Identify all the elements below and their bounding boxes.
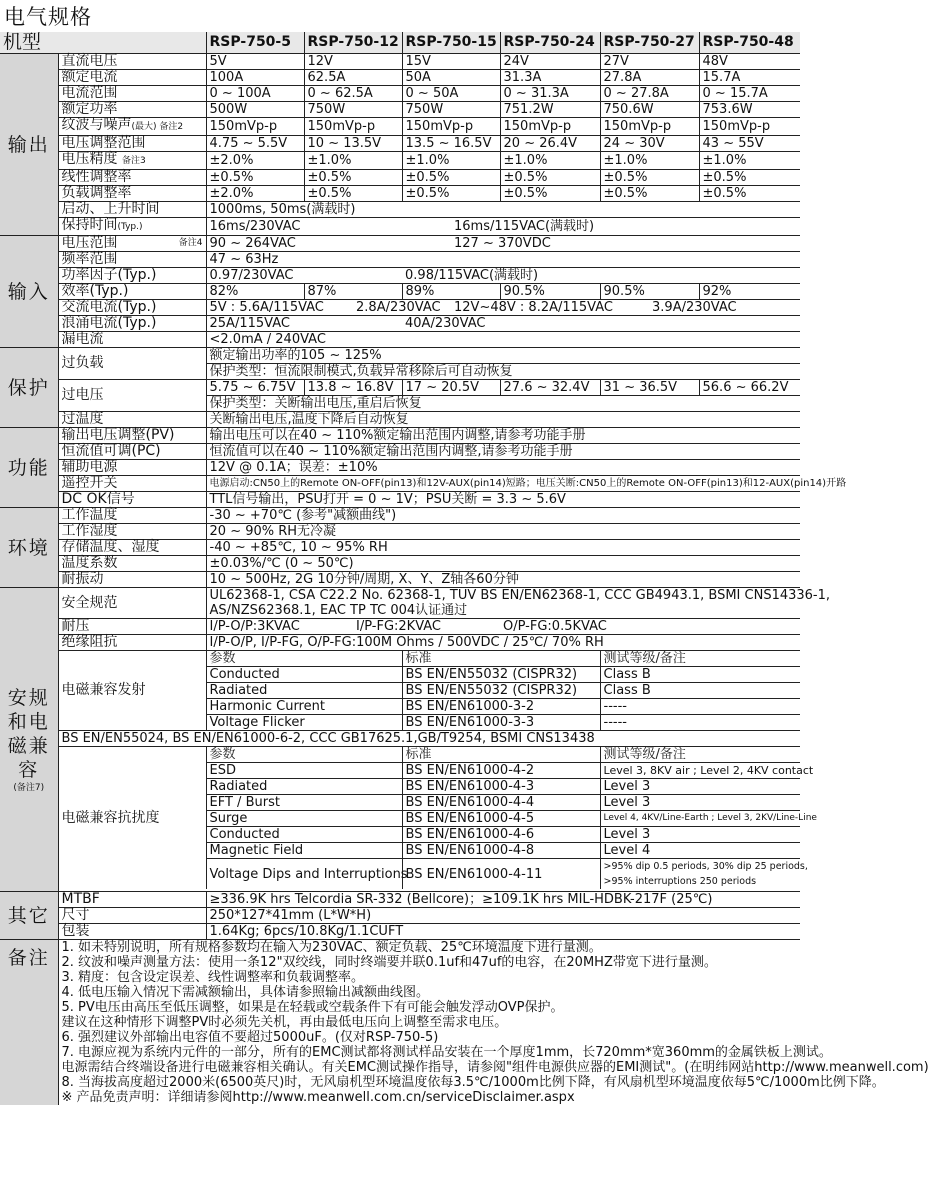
model-row bbox=[0, 32, 800, 54]
category-environment: 环境 bbox=[0, 508, 58, 588]
emc-immunity-standards: BS EN/EN55024, BS EN/EN61000-6-2, CCC GB17625.1,GB/T9254, BSMI CNS13438 bbox=[58, 731, 800, 747]
emc-header-cell: 参数 bbox=[206, 651, 402, 667]
emc-cell: Radiated bbox=[206, 779, 402, 795]
notes-row bbox=[0, 940, 800, 1106]
value-cell: 保护类型：关断输出电压,重启后恢复 bbox=[206, 396, 800, 412]
value-cell: 0 ~ 62.5A bbox=[304, 86, 402, 102]
value-cell: 12V~48V : 8.2A/115VAC bbox=[451, 300, 649, 316]
model-name: RSP-750-15 bbox=[402, 32, 500, 54]
value-cell: 12V bbox=[304, 54, 402, 70]
spec-row bbox=[0, 102, 800, 118]
emc-cell: Voltage Dips and Interruptions bbox=[206, 859, 402, 890]
spec-row bbox=[0, 492, 800, 508]
value-cell: 150mVp-p bbox=[600, 118, 699, 136]
spec-table bbox=[0, 31, 929, 1105]
spec-row bbox=[0, 348, 800, 364]
value-cell: O/P-FG:0.5KVAC bbox=[500, 619, 800, 635]
row-label-note: (Typ.) bbox=[117, 299, 157, 315]
note-line: ※ 产品免责声明：详细请参阅http://www.meanwell.com.cn/serviceDisclaimer.aspx bbox=[61, 1090, 575, 1105]
spec-row bbox=[0, 924, 800, 940]
row-label-note: (Typ.) bbox=[117, 315, 157, 331]
value-cell: ±1.0% bbox=[699, 152, 800, 170]
value-cell: ±0.5% bbox=[304, 186, 402, 202]
spec-row bbox=[0, 54, 800, 70]
value-cell: 56.6 ~ 66.2V bbox=[699, 380, 800, 396]
row-label: 额定电流 bbox=[58, 70, 206, 86]
row-label bbox=[58, 316, 206, 332]
value-cell: 0 ~ 31.3A bbox=[500, 86, 600, 102]
spec-row bbox=[0, 556, 800, 572]
spec-row bbox=[0, 508, 800, 524]
emc-row bbox=[0, 731, 800, 747]
emc-header-cell: 测试等级/备注 bbox=[600, 747, 800, 763]
emc-cell: Harmonic Current bbox=[206, 699, 402, 715]
value-cell: 27.6 ~ 32.4V bbox=[500, 380, 600, 396]
value-cell: 4.75 ~ 5.5V bbox=[206, 136, 304, 152]
value-cell: I/P-O/P:3KVAC bbox=[206, 619, 353, 635]
row-label-text: 保持时间 bbox=[61, 217, 118, 233]
value-cell: 15V bbox=[402, 54, 500, 70]
spec-row bbox=[0, 136, 800, 152]
value-cell: ±1.0% bbox=[304, 152, 402, 170]
spec-row bbox=[0, 476, 800, 492]
emc-cell: Class B bbox=[600, 683, 800, 699]
row-label-note: (Typ.) bbox=[117, 222, 143, 232]
model-name: RSP-750-48 bbox=[699, 32, 800, 54]
spec-row bbox=[0, 316, 800, 332]
emc-cell: BS EN/EN61000-3-2 bbox=[402, 699, 600, 715]
row-label-note: (最大) 备注2 bbox=[131, 122, 184, 132]
spec-row bbox=[0, 588, 800, 604]
model-name: RSP-750-24 bbox=[500, 32, 600, 54]
emc-header-cell: 标准 bbox=[402, 651, 600, 667]
row-label-note: (PV) bbox=[145, 427, 175, 443]
row-label-text: 恒流值可调 bbox=[61, 443, 132, 459]
category-input: 输入 bbox=[0, 236, 58, 348]
value-cell: 16ms/115VAC(满载时) bbox=[451, 218, 800, 236]
emc-header-cell: 标准 bbox=[402, 747, 600, 763]
value-cell: 保护类型：恒流限制模式,负载异常移除后可自动恢复 bbox=[206, 364, 800, 380]
row-label-note: 备注3 bbox=[121, 156, 146, 166]
category-notes: 备注 bbox=[0, 940, 58, 1106]
note-line: 3. 精度：包含设定误差、线性调整率和负载调整率。 bbox=[61, 970, 365, 985]
spec-row bbox=[0, 908, 800, 924]
page-title: 电气规格 bbox=[4, 5, 92, 29]
value-cell: 27.8A bbox=[600, 70, 699, 86]
emc-cell: >95% dip 0.5 periods, 30% dip 25 periods, bbox=[600, 859, 800, 875]
value-cell: 753.6W bbox=[699, 102, 800, 118]
value-cell: ±0.5% bbox=[206, 170, 304, 186]
value-cell: 27V bbox=[600, 54, 699, 70]
value-cell: -40 ~ +85℃, 10 ~ 95% RH bbox=[206, 540, 800, 556]
row-label: 耐压 bbox=[58, 619, 206, 635]
value-cell: 47 ~ 63Hz bbox=[206, 252, 800, 268]
spec-row bbox=[0, 635, 800, 651]
spec-row bbox=[0, 284, 800, 300]
row-label-note: (PC) bbox=[131, 443, 161, 459]
row-label: DC OK信号 bbox=[58, 492, 206, 508]
value-cell: ±0.5% bbox=[402, 186, 500, 202]
emc-cell: BS EN/EN61000-4-4 bbox=[402, 795, 600, 811]
row-label bbox=[58, 118, 206, 136]
value-cell: 5V bbox=[206, 54, 304, 70]
value-cell: 250*127*41mm (L*W*H) bbox=[206, 908, 800, 924]
emc-cell: Class B bbox=[600, 667, 800, 683]
row-label: 工作温度 bbox=[58, 508, 206, 524]
emc-cell: BS EN/EN61000-4-8 bbox=[402, 843, 600, 859]
row-label: 安全规范 bbox=[58, 588, 206, 619]
value-cell: 150mVp-p bbox=[402, 118, 500, 136]
row-label: 包装 bbox=[58, 924, 206, 940]
emc-header-row bbox=[0, 747, 800, 763]
value-cell: ±0.5% bbox=[600, 170, 699, 186]
row-label: 直流电压 bbox=[58, 54, 206, 70]
value-cell: 150mVp-p bbox=[500, 118, 600, 136]
model-name: RSP-750-12 bbox=[304, 32, 402, 54]
value-cell: 20 ~ 26.4V bbox=[500, 136, 600, 152]
value-cell: ±1.0% bbox=[600, 152, 699, 170]
spec-row bbox=[0, 252, 800, 268]
value-cell: ±0.03%/℃ (0 ~ 50℃) bbox=[206, 556, 800, 572]
value-cell: 750W bbox=[402, 102, 500, 118]
row-label: 线性调整率 bbox=[58, 170, 206, 186]
value-cell: ±0.5% bbox=[304, 170, 402, 186]
value-cell: 15.7A bbox=[699, 70, 800, 86]
row-label bbox=[58, 428, 206, 444]
spec-row bbox=[0, 300, 800, 316]
spec-row bbox=[0, 524, 800, 540]
value-cell: 750.6W bbox=[600, 102, 699, 118]
value-cell: 127 ~ 370VDC bbox=[451, 236, 800, 252]
spec-row bbox=[0, 236, 800, 252]
row-label: 耐振动 bbox=[58, 572, 206, 588]
value-cell: 90 ~ 264VAC bbox=[206, 236, 451, 252]
value-cell: 13.5 ~ 16.5V bbox=[402, 136, 500, 152]
value-cell: 82% bbox=[206, 284, 304, 300]
spec-row bbox=[0, 619, 800, 635]
category-note: (备注7) bbox=[13, 782, 45, 793]
row-label: 过负载 bbox=[58, 348, 206, 380]
value-cell: 0.98/115VAC(满载时) bbox=[402, 268, 800, 284]
row-label-text: 电压精度 bbox=[61, 151, 118, 167]
row-label-note: (Typ.) bbox=[117, 267, 157, 283]
row-label bbox=[58, 218, 206, 236]
emc-header-cell: 参数 bbox=[206, 747, 402, 763]
value-cell: 0 ~ 27.8A bbox=[600, 86, 699, 102]
emc-cell: Level 3 bbox=[600, 779, 800, 795]
spec-row bbox=[0, 70, 800, 86]
spec-row bbox=[0, 444, 800, 460]
emc-cell: BS EN/EN55032 (CISPR32) bbox=[402, 683, 600, 699]
row-label: MTBF bbox=[58, 892, 206, 908]
model-name: RSP-750-5 bbox=[206, 32, 304, 54]
value-cell: 100A bbox=[206, 70, 304, 86]
category-function: 功能 bbox=[0, 428, 58, 508]
value-cell: 5.75 ~ 6.75V bbox=[206, 380, 304, 396]
value-cell: 25A/115VAC bbox=[206, 316, 402, 332]
row-label: 启动、上升时间 bbox=[58, 202, 206, 218]
value-cell: 24V bbox=[500, 54, 600, 70]
row-label: 辅助电源 bbox=[58, 460, 206, 476]
value-cell: ±2.0% bbox=[206, 186, 304, 202]
value-cell: 89% bbox=[402, 284, 500, 300]
note-line: 1. 如未特别说明，所有规格参数均在输入为230VAC、额定负载、25℃环境温度下进行量测。 bbox=[61, 940, 602, 955]
spec-row bbox=[0, 152, 800, 170]
emc-cell: EFT / Burst bbox=[206, 795, 402, 811]
note-line: 6. 强烈建议外部输出电容值不要超过5000uF。(仅对RSP-750-5) bbox=[61, 1030, 439, 1045]
value-cell: <2.0mA / 240VAC bbox=[206, 332, 800, 348]
row-label: 温度系数 bbox=[58, 556, 206, 572]
value-cell: 150mVp-p bbox=[699, 118, 800, 136]
value-cell: I/P-O/P, I/P-FG, O/P-FG:100M Ohms / 500VDC / 25℃/ 70% RH bbox=[206, 635, 800, 651]
category-others: 其它 bbox=[0, 892, 58, 940]
spec-row bbox=[0, 572, 800, 588]
value-cell: 10 ~ 13.5V bbox=[304, 136, 402, 152]
row-label: 电压调整范围 bbox=[58, 136, 206, 152]
emc-cell: BS EN/EN61000-4-2 bbox=[402, 763, 600, 779]
emc-cell: Radiated bbox=[206, 683, 402, 699]
row-label: 电流范围 bbox=[58, 86, 206, 102]
row-label: 尺寸 bbox=[58, 908, 206, 924]
category-protection: 保护 bbox=[0, 348, 58, 428]
emc-cell: Conducted bbox=[206, 827, 402, 843]
row-label-text: 浪涌电流 bbox=[61, 315, 118, 331]
row-label-text: 纹波与噪声 bbox=[61, 117, 132, 133]
value-cell: 92% bbox=[699, 284, 800, 300]
model-label: 机型 bbox=[0, 32, 206, 54]
value-cell: ±1.0% bbox=[500, 152, 600, 170]
row-label-text: 电压范围 bbox=[61, 235, 118, 251]
emc-cell: BS EN/EN55032 (CISPR32) bbox=[402, 667, 600, 683]
row-label: 工作湿度 bbox=[58, 524, 206, 540]
value-cell: 16ms/230VAC bbox=[206, 218, 451, 236]
value-cell: UL62368-1, CSA C22.2 No. 62368-1, TUV BS EN/EN62368-1, CCC GB4943.1, BSMI CNS14336-1, bbox=[206, 588, 800, 604]
value-cell: ±0.5% bbox=[699, 186, 800, 202]
value-cell: AS/NZS62368.1, EAC TP TC 004认证通过 bbox=[206, 603, 800, 619]
spec-sheet bbox=[0, 31, 929, 1105]
row-label: 遥控开关 bbox=[58, 476, 206, 492]
value-cell: 150mVp-p bbox=[206, 118, 304, 136]
row-label-text: 交流电流 bbox=[61, 299, 118, 315]
value-cell: 87% bbox=[304, 284, 402, 300]
value-cell: ±0.5% bbox=[500, 186, 600, 202]
value-cell: TTL信号输出，PSU打开 = 0 ~ 1V；PSU关断 = 3.3 ~ 5.6V bbox=[206, 492, 800, 508]
spec-row bbox=[0, 380, 800, 396]
value-cell: 关断输出电压,温度下降后自动恢复 bbox=[206, 412, 800, 428]
value-cell: 750W bbox=[304, 102, 402, 118]
value-cell: 31 ~ 36.5V bbox=[600, 380, 699, 396]
emc-cell: Level 3 bbox=[600, 795, 800, 811]
category-output: 输出 bbox=[0, 54, 58, 236]
value-cell: 500W bbox=[206, 102, 304, 118]
value-cell: 43 ~ 55V bbox=[699, 136, 800, 152]
value-cell: 额定输出功率的105 ~ 125% bbox=[206, 348, 800, 364]
value-cell: 50A bbox=[402, 70, 500, 86]
row-label bbox=[58, 268, 206, 284]
value-cell: 恒流值可以在40 ~ 110%额定输出范围内调整,请参考功能手册 bbox=[206, 444, 800, 460]
row-label-note: (Typ.) bbox=[89, 283, 129, 299]
emc-header-row bbox=[0, 651, 800, 667]
value-cell: I/P-FG:2KVAC bbox=[353, 619, 500, 635]
value-cell: 62.5A bbox=[304, 70, 402, 86]
spec-row bbox=[0, 118, 800, 136]
value-cell: 0.97/230VAC bbox=[206, 268, 402, 284]
value-cell: ±1.0% bbox=[402, 152, 500, 170]
spec-row bbox=[0, 202, 800, 218]
note-line: 8. 当海拔高度超过2000米(6500英尺)时，无风扇机型环境温度依每3.5℃/1000m比例下降，有风扇机型环境温度依每5℃/1000m比例下降。 bbox=[61, 1075, 885, 1090]
emc-cell: Conducted bbox=[206, 667, 402, 683]
value-cell: 24 ~ 30V bbox=[600, 136, 699, 152]
row-label: 存储温度、湿度 bbox=[58, 540, 206, 556]
value-cell: 90.5% bbox=[500, 284, 600, 300]
row-label bbox=[58, 444, 206, 460]
row-label: 频率范围 bbox=[58, 252, 206, 268]
value-cell: ±2.0% bbox=[206, 152, 304, 170]
emc-cell: Level 3 bbox=[600, 827, 800, 843]
row-label-text: 功率因子 bbox=[61, 267, 118, 283]
row-label bbox=[58, 152, 206, 170]
row-label: 过电压 bbox=[58, 380, 206, 412]
emc-cell: Level 4 bbox=[600, 843, 800, 859]
category-text: 安规和电磁兼容 bbox=[7, 686, 50, 781]
emc-cell: ----- bbox=[600, 699, 800, 715]
note-line: 5. PV电压由高压至低压调整，如果是在轻载或空载条件下有可能会触发浮动OVP保护。 bbox=[61, 1000, 564, 1015]
note-line: 4. 低电压输入情况下需减额输出，具体请参照输出减额曲线图。 bbox=[61, 985, 430, 1000]
row-label bbox=[58, 300, 206, 316]
value-cell: 0 ~ 100A bbox=[206, 86, 304, 102]
spec-row bbox=[0, 892, 800, 908]
value-cell: 13.8 ~ 16.8V bbox=[304, 380, 402, 396]
value-cell: 40A/230VAC bbox=[402, 316, 800, 332]
value-cell: 150mVp-p bbox=[304, 118, 402, 136]
category-safety-emc bbox=[0, 588, 58, 892]
row-label: 负载调整率 bbox=[58, 186, 206, 202]
note-line: 2. 纹波和噪声测量方法：使用一条12"双绞线，同时终端要并联0.1uf和47uf的电容，在20MHZ带宽下进行量测。 bbox=[61, 955, 717, 970]
emc-cell: BS EN/EN61000-4-11 bbox=[402, 859, 600, 890]
emc-cell: ----- bbox=[600, 715, 800, 731]
row-label bbox=[58, 236, 206, 252]
emc-cell: Surge bbox=[206, 811, 402, 827]
row-label-text: 输出电压调整 bbox=[61, 427, 146, 443]
row-label: 电磁兼容抗扰度 bbox=[58, 747, 206, 890]
row-label: 绝缘阻抗 bbox=[58, 635, 206, 651]
spec-row bbox=[0, 428, 800, 444]
row-label: 过温度 bbox=[58, 412, 206, 428]
value-cell: ±0.5% bbox=[600, 186, 699, 202]
value-cell: 2.8A/230VAC bbox=[353, 300, 451, 316]
emc-cell: BS EN/EN61000-4-5 bbox=[402, 811, 600, 827]
value-cell: 1.64Kg; 6pcs/10.8Kg/1.1CUFT bbox=[206, 924, 800, 940]
value-cell: 17 ~ 20.5V bbox=[402, 380, 500, 396]
spec-row bbox=[0, 332, 800, 348]
spec-row bbox=[0, 218, 800, 236]
emc-header-cell: 测试等级/备注 bbox=[600, 651, 800, 667]
spec-row bbox=[0, 540, 800, 556]
emc-cell: Level 4, 4KV/Line-Earth ; Level 3, 2KV/Line-Line bbox=[600, 811, 800, 827]
model-name: RSP-750-27 bbox=[600, 32, 699, 54]
emc-cell: Level 3, 8KV air ; Level 2, 4KV contact bbox=[600, 763, 800, 779]
value-cell: ±0.5% bbox=[500, 170, 600, 186]
row-label: 漏电流 bbox=[58, 332, 206, 348]
value-cell: 20 ~ 90% RH无冷凝 bbox=[206, 524, 800, 540]
spec-row bbox=[0, 412, 800, 428]
value-cell: 31.3A bbox=[500, 70, 600, 86]
note-line: 7. 电源应视为系统内元件的一部分，所有的EMC测试都将测试样品安装在一个厚度1mm，长720mm*宽360mm的金属铁板上测试。 bbox=[61, 1045, 832, 1060]
value-cell: 电源启动:CN50上的Remote ON-OFF(pin13)和12V-AUX(pin14)短路；电压关断:CN50上的Remote ON-OFF(pin13)和12-AUX(pin14)开路 bbox=[206, 476, 800, 492]
row-label: 电磁兼容发射 bbox=[58, 651, 206, 731]
value-cell: 10 ~ 500Hz, 2G 10分钟/周期, X、Y、Z轴各60分钟 bbox=[206, 572, 800, 588]
row-label-note: 备注4 bbox=[178, 238, 203, 248]
spec-row bbox=[0, 186, 800, 202]
spec-row bbox=[0, 86, 800, 102]
value-cell: 0 ~ 15.7A bbox=[699, 86, 800, 102]
row-label: 额定功率 bbox=[58, 102, 206, 118]
value-cell: 12V @ 0.1A；误差：±10% bbox=[206, 460, 800, 476]
note-line: 电源需结合终端设备进行电磁兼容相关确认。有关EMC测试操作指导，请参阅"组件电源供应器的EMI测试"。(在明纬网站http://www.meanwell.com) bbox=[61, 1060, 929, 1075]
row-label bbox=[58, 284, 206, 300]
emc-cell: BS EN/EN61000-4-3 bbox=[402, 779, 600, 795]
value-cell: 751.2W bbox=[500, 102, 600, 118]
emc-cell: >95% interruptions 250 periods bbox=[600, 874, 800, 889]
value-cell: ±0.5% bbox=[402, 170, 500, 186]
value-cell: 5V : 5.6A/115VAC bbox=[206, 300, 353, 316]
value-cell: 输出电压可以在40 ~ 110%额定输出范围内调整,请参考功能手册 bbox=[206, 428, 800, 444]
emc-cell: ESD bbox=[206, 763, 402, 779]
emc-cell: BS EN/EN61000-4-6 bbox=[402, 827, 600, 843]
emc-cell: BS EN/EN61000-3-3 bbox=[402, 715, 600, 731]
spec-row bbox=[0, 268, 800, 284]
spec-row bbox=[0, 170, 800, 186]
value-cell: ±0.5% bbox=[699, 170, 800, 186]
row-label-text: 效率 bbox=[61, 283, 90, 299]
value-cell: ≥336.9K hrs Telcordia SR-332 (Bellcore)；≥109.1K hrs MIL-HDBK-217F (25℃) bbox=[206, 892, 800, 908]
emc-cell: Magnetic Field bbox=[206, 843, 402, 859]
value-cell: 48V bbox=[699, 54, 800, 70]
emc-cell: Voltage Flicker bbox=[206, 715, 402, 731]
value-cell: 0 ~ 50A bbox=[402, 86, 500, 102]
note-line: 建议在这种情形下调整PV时必须先关机，再由最低电压向上调整至需求电压。 bbox=[61, 1015, 508, 1030]
spec-row bbox=[0, 460, 800, 476]
value-cell: 1000ms, 50ms(满载时) bbox=[206, 202, 800, 218]
value-cell: 90.5% bbox=[600, 284, 699, 300]
notes-block bbox=[58, 940, 929, 1106]
value-cell: -30 ~ +70℃ (参考"减额曲线") bbox=[206, 508, 800, 524]
value-cell: 3.9A/230VAC bbox=[649, 300, 800, 316]
